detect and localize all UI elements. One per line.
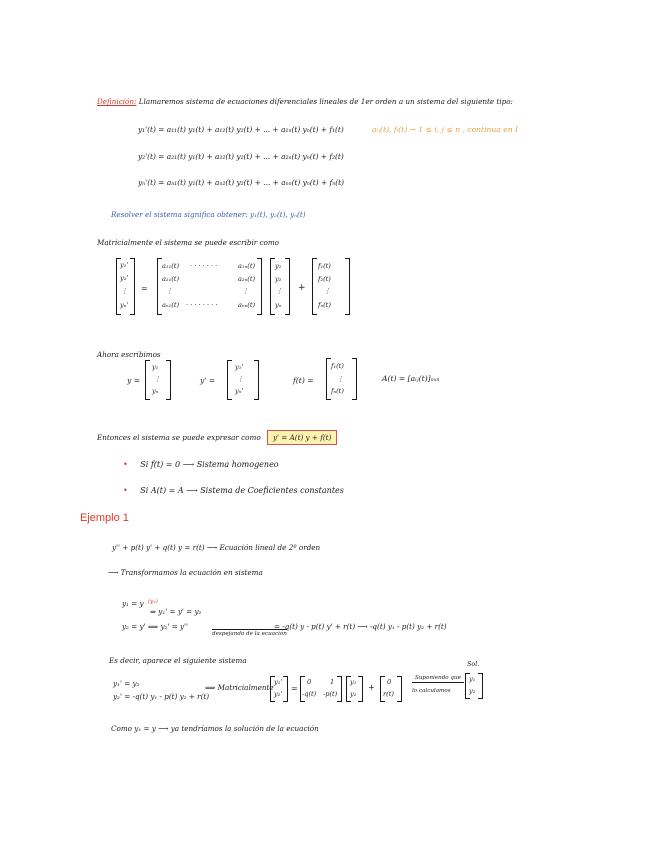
- definition-label: Definición:: [97, 97, 137, 106]
- ex-a-12: 1: [330, 678, 335, 686]
- a-coln-dots: ⋮: [242, 287, 249, 295]
- bullet-text-1: Si f(t) = 0 ⟶ Sistema homogeneo: [140, 460, 279, 469]
- a-def: A(t) = [aᵢⱼ(t)]ₙₓₙ: [382, 374, 440, 383]
- system-eq-n: yₙ'(t) = aₙ₁(t) y₁(t) + aₙ₂(t) y₂(t) + ... + aₙₙ(t) yₙ(t) + fₙ(t): [138, 178, 344, 187]
- matrix-plus: +: [298, 283, 306, 293]
- a-row1-dots: · · · · · · ·: [190, 262, 218, 270]
- f-def-label: f(t) =: [293, 376, 314, 385]
- matrix-intro: Matricialmente el sistema se puede escribir como: [97, 238, 280, 247]
- a-nn: aₙₙ(t): [238, 301, 256, 309]
- f-dots: ⋮: [324, 287, 331, 295]
- sub-y2-rest: = -q(t) y - p(t) y' + r(t) ⟶ -q(t) y₁ - p(t) y₂ + r(t): [274, 622, 447, 631]
- lhs-ynp: yₙ': [120, 301, 129, 309]
- system-intro: Es decir, aparece el siguiente sistema: [109, 656, 247, 665]
- example-sys-2: y₂' = -q(t) y₁ - p(t) y₂ + r(t): [113, 692, 210, 701]
- highlighted-formula: y' = A(t) y + f(t): [267, 430, 337, 445]
- ex-f-2: r(t): [383, 690, 394, 698]
- example-title: Ejemplo 1: [80, 512, 129, 524]
- lhs-y1p: y₁': [120, 261, 129, 269]
- bullet-homogeneous: [123, 460, 279, 469]
- yp-def-label: y' =: [200, 376, 216, 385]
- matrix-equals: =: [141, 284, 148, 293]
- bullet-mark-2: •: [123, 486, 128, 495]
- y-n: yₙ: [275, 301, 282, 309]
- f-def-n: fₙ(t): [331, 387, 344, 395]
- system-eq-2: y₂'(t) = a₂₁(t) y₁(t) + a₂₂(t) y₂(t) + ... + a₂ₙ(t) yₙ(t) + f₂(t): [138, 152, 344, 161]
- ex-a-11: 0: [307, 678, 312, 686]
- ex-a-22: -p(t): [323, 690, 338, 698]
- sub-y1: y₁ = y: [122, 599, 144, 608]
- y-def-dots: ⋮: [154, 375, 161, 383]
- ex-y-2: y₂: [350, 690, 357, 698]
- bullet-mark-1: •: [123, 460, 128, 469]
- ex-lhs-2: y₂': [274, 690, 283, 698]
- definition-line: [97, 97, 513, 106]
- y-dots: ⋮: [276, 287, 283, 295]
- solve-note: Resolver el sistema significa obtener: y₁(t), y₂(t), yₙ(t): [111, 210, 306, 219]
- definition-text: Llamaremos sistema de ecuaciones diferenciales lineales de 1er orden a un sistema del siguiente tipo:: [138, 97, 513, 106]
- f-def-1: f₁(t): [331, 362, 344, 370]
- sub-y2-note: despejando de la ecuación: [212, 631, 287, 637]
- matricial-label: ⟹ Matricialmente: [205, 683, 274, 692]
- example-transform: ⟶ Transformamos la ecuación en sistema: [108, 568, 263, 577]
- a-n1: aₙ₁(t): [162, 301, 180, 309]
- sub-y1-derivative: ⇒ y₁' = y' = y₂: [150, 607, 202, 616]
- y-def-label: y =: [127, 376, 141, 385]
- sub-y2-note: (y₂): [148, 599, 158, 605]
- ex-lhs-1: y₁': [274, 678, 283, 686]
- ex-equals: =: [291, 684, 298, 693]
- f-2: f₂(t): [318, 275, 331, 283]
- a-col1-dots: ⋮: [166, 287, 173, 295]
- a-rown-dots: · · · · · · · ·: [186, 301, 218, 309]
- a-21: a₂₁(t): [162, 275, 180, 283]
- example-sys-1: y₁' = y₂: [113, 679, 140, 688]
- f-def-dots: ⋮: [337, 375, 344, 383]
- sol-y2: y₂: [469, 687, 476, 695]
- ex-plus: +: [368, 683, 375, 692]
- system-eq-1: y₁'(t) = a₁₁(t) y₁(t) + a₁₂(t) y₂(t) + ... + a₁ₙ(t) yₙ(t) + f₁(t): [138, 125, 344, 134]
- a-2n: a₂ₙ(t): [238, 275, 256, 283]
- supposing-label: Suponiendo que: [412, 675, 464, 683]
- y-1: y₁: [275, 262, 282, 270]
- coefficients-note: aᵢⱼ(t), fᵢ(t) → 1 ≤ i, j ≤ n , continua en I: [372, 125, 519, 134]
- we-know-label: lo calculamos: [412, 688, 451, 694]
- bullet-constant: [123, 486, 344, 495]
- sol-y1: y₁: [469, 675, 476, 683]
- lhs-y2p: y₂': [120, 274, 129, 282]
- f-n: fₙ(t): [318, 301, 331, 309]
- y-def-n: yₙ: [152, 387, 159, 395]
- f-1: f₁(t): [318, 262, 331, 270]
- lhs-dots: ⋮: [121, 287, 128, 295]
- ex-f-1: 0: [387, 678, 392, 686]
- closing-line: Como y₁ = y ⟶ ya tendríamos la solución de la ecuación: [111, 724, 319, 733]
- sub-y2: y₂ = y' ⟹ y₂' = y'': [122, 622, 188, 631]
- yp-def-n: yₙ': [235, 387, 244, 395]
- example-equation: y'' + p(t) y' + q(t) y = r(t) ⟶ Ecuación lineal de 2º orden: [112, 543, 321, 552]
- a-11: a₁₁(t): [162, 262, 180, 270]
- ex-y-1: y₁: [350, 678, 357, 686]
- express-line: [97, 433, 337, 442]
- bullet-text-2: Si A(t) = A ⟶ Sistema de Coeficientes constantes: [140, 486, 344, 495]
- y-2: y₂: [275, 275, 282, 283]
- express-text: Entonces el sistema se puede expresar como: [97, 433, 261, 442]
- yp-def-dots: ⋮: [237, 375, 244, 383]
- ex-a-21: -q(t): [302, 690, 317, 698]
- now-write: Ahora escribimos: [97, 350, 161, 359]
- y-def-1: y₁: [152, 363, 159, 371]
- yp-def-1: y₁': [235, 363, 244, 371]
- a-1n: a₁ₙ(t): [238, 262, 256, 270]
- solution-label: Sol.: [467, 660, 480, 668]
